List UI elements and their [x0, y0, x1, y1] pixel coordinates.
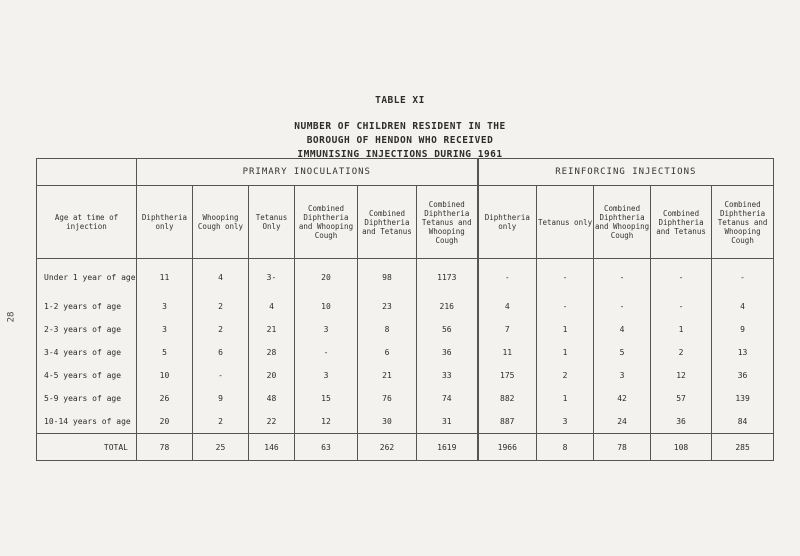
table-row — [37, 387, 774, 410]
table-cell: 2 — [193, 318, 249, 341]
column-header: Tetanus Only — [249, 186, 295, 259]
column-header: Diphtheria only — [137, 186, 193, 259]
table-body — [37, 259, 774, 461]
row-label: 10-14 years of age — [37, 410, 137, 434]
table-cell: 3- — [249, 259, 295, 296]
column-header: Combined Diphtheria and Whooping Cough — [594, 186, 651, 259]
table-cell: 98 — [358, 259, 417, 296]
table-cell: 11 — [137, 259, 193, 296]
column-header: Combined Diphtheria Tetanus and Whooping Cough — [712, 186, 774, 259]
page-number: 28 — [6, 311, 17, 323]
table-cell: 36 — [417, 341, 478, 364]
immunisation-table — [36, 158, 774, 461]
table-cell: 33 — [417, 364, 478, 387]
table-cell: - — [537, 259, 594, 296]
table-number: TABLE XI — [375, 95, 425, 106]
table-cell: 10 — [137, 364, 193, 387]
table-cell: - — [478, 259, 537, 296]
table-cell: 84 — [712, 410, 774, 434]
table-cell: 31 — [417, 410, 478, 434]
table-cell: 1 — [651, 318, 712, 341]
group-header-primary: PRIMARY INOCULATIONS — [137, 159, 478, 186]
table-row — [37, 410, 774, 434]
column-header: Combined Diphtheria and Tetanus — [358, 186, 417, 259]
table-cell: 4 — [712, 295, 774, 318]
table-cell: 20 — [249, 364, 295, 387]
row-label: 5-9 years of age — [37, 387, 137, 410]
table-cell: 28 — [249, 341, 295, 364]
table-cell: 3 — [137, 318, 193, 341]
table-row — [37, 318, 774, 341]
row-label: Under 1 year of age — [37, 259, 137, 296]
table-cell: 2 — [193, 295, 249, 318]
table-cell: 285 — [712, 434, 774, 461]
table-row — [37, 364, 774, 387]
table-cell: 23 — [358, 295, 417, 318]
table-cell: 76 — [358, 387, 417, 410]
table-cell: 63 — [295, 434, 358, 461]
table-cell: 1 — [537, 387, 594, 410]
table-cell: 20 — [295, 259, 358, 296]
table-cell: 36 — [651, 410, 712, 434]
column-header: Tetanus only — [537, 186, 594, 259]
table-row — [37, 295, 774, 318]
table-cell: 8 — [358, 318, 417, 341]
table-cell: - — [712, 259, 774, 296]
table-cell: 2 — [193, 410, 249, 434]
table-cell: 56 — [417, 318, 478, 341]
table-cell: - — [594, 295, 651, 318]
table-cell: 42 — [594, 387, 651, 410]
table-cell: 15 — [295, 387, 358, 410]
table-cell: 21 — [358, 364, 417, 387]
table-cell: 4 — [193, 259, 249, 296]
group-header-reinforcing: REINFORCING INJECTIONS — [478, 159, 774, 186]
table-title-line-1: NUMBER OF CHILDREN RESIDENT IN THE — [294, 121, 506, 132]
table-cell: 4 — [594, 318, 651, 341]
table-cell: 12 — [295, 410, 358, 434]
table-cell: 3 — [295, 318, 358, 341]
table-cell: 48 — [249, 387, 295, 410]
table-cell: 9 — [193, 387, 249, 410]
table-cell: 1173 — [417, 259, 478, 296]
table-cell: 21 — [249, 318, 295, 341]
table-cell: 5 — [137, 341, 193, 364]
table-cell: - — [651, 295, 712, 318]
column-header-age: Age at time of injection — [37, 186, 137, 259]
table-cell: 74 — [417, 387, 478, 410]
table-cell: 7 — [478, 318, 537, 341]
table-row — [37, 341, 774, 364]
table-cell: 13 — [712, 341, 774, 364]
table-cell: 6 — [358, 341, 417, 364]
table-cell: 78 — [594, 434, 651, 461]
table-cell: 24 — [594, 410, 651, 434]
table-cell: 36 — [712, 364, 774, 387]
table-cell: 9 — [712, 318, 774, 341]
table-cell: 216 — [417, 295, 478, 318]
table-cell: 57 — [651, 387, 712, 410]
table-cell: 3 — [295, 364, 358, 387]
table-cell: 3 — [594, 364, 651, 387]
row-label: 4-5 years of age — [37, 364, 137, 387]
table-cell: 5 — [594, 341, 651, 364]
table-cell: 6 — [193, 341, 249, 364]
table-cell: 26 — [137, 387, 193, 410]
table-cell: 3 — [537, 410, 594, 434]
table-cell: 22 — [249, 410, 295, 434]
table-cell: 175 — [478, 364, 537, 387]
row-label: 1-2 years of age — [37, 295, 137, 318]
row-label: 2-3 years of age — [37, 318, 137, 341]
table-cell: 20 — [137, 410, 193, 434]
table-title-block — [0, 94, 800, 162]
table-cell: 25 — [193, 434, 249, 461]
table-cell: 2 — [651, 341, 712, 364]
table-cell: - — [651, 259, 712, 296]
column-header: Combined Diphtheria and Whooping Cough — [295, 186, 358, 259]
table-cell: 12 — [651, 364, 712, 387]
table-cell: 10 — [295, 295, 358, 318]
table-cell: - — [537, 295, 594, 318]
table-cell: 882 — [478, 387, 537, 410]
table-cell: 139 — [712, 387, 774, 410]
table-cell: 262 — [358, 434, 417, 461]
column-header: Combined Diphtheria Tetanus and Whooping Cough — [417, 186, 478, 259]
table-cell: 1619 — [417, 434, 478, 461]
table-cell: 1966 — [478, 434, 537, 461]
table-cell: 11 — [478, 341, 537, 364]
table-row — [37, 259, 774, 296]
column-header: Diphtheria only — [478, 186, 537, 259]
table-cell: 1 — [537, 341, 594, 364]
table-cell: 1 — [537, 318, 594, 341]
table-title-line-2: BOROUGH OF HENDON WHO RECEIVED — [306, 135, 494, 146]
table-cell: 4 — [478, 295, 537, 318]
table-cell: 30 — [358, 410, 417, 434]
corner-cell — [37, 159, 137, 186]
column-header: Whooping Cough only — [193, 186, 249, 259]
total-row — [37, 434, 774, 461]
table-title-line-3: IMMUNISING INJECTIONS DURING 1961 — [297, 149, 503, 160]
table-cell: 4 — [249, 295, 295, 318]
table-cell: 146 — [249, 434, 295, 461]
table-cell: 2 — [537, 364, 594, 387]
table-cell: 108 — [651, 434, 712, 461]
table-cell: - — [594, 259, 651, 296]
table-cell: 887 — [478, 410, 537, 434]
table-cell: 78 — [137, 434, 193, 461]
table-cell: - — [193, 364, 249, 387]
table-cell: 8 — [537, 434, 594, 461]
row-label: TOTAL — [37, 434, 137, 461]
table-cell: - — [295, 341, 358, 364]
table-cell: 3 — [137, 295, 193, 318]
column-header: Combined Diphtheria and Tetanus — [651, 186, 712, 259]
row-label: 3-4 years of age — [37, 341, 137, 364]
